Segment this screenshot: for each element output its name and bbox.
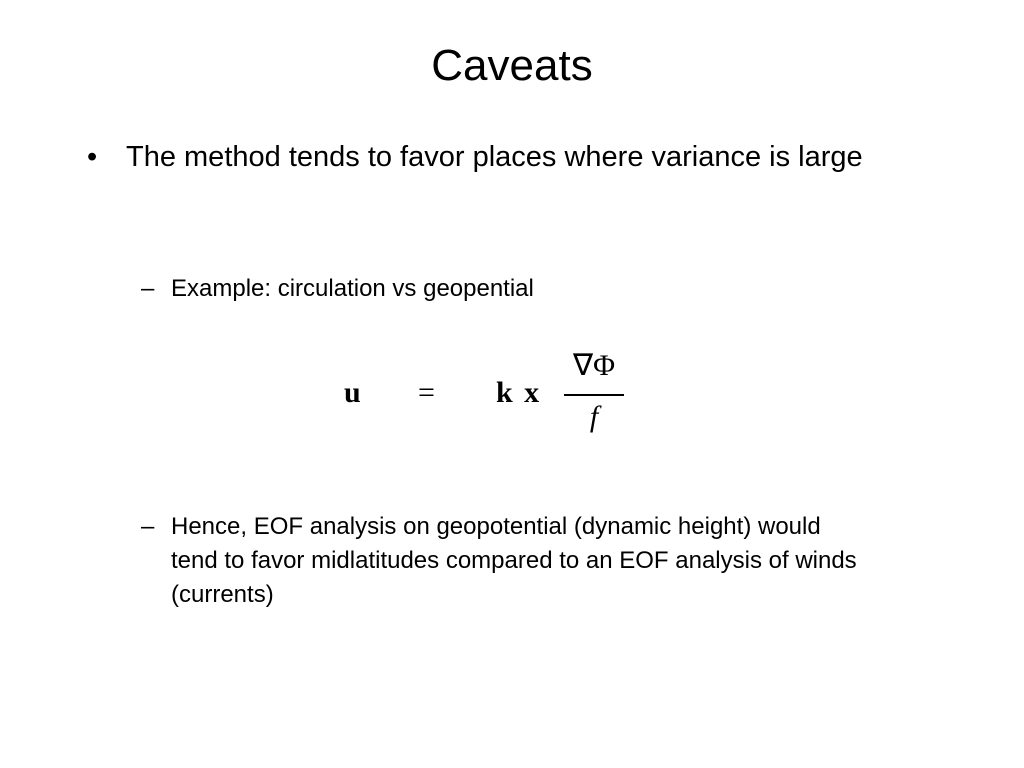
fraction-numerator: ∇Φ (573, 349, 615, 382)
equation (330, 346, 650, 446)
slide-title: Caveats (431, 41, 593, 90)
equation-lhs: u (344, 376, 361, 409)
sub-bullet-marker: – (141, 275, 155, 302)
equation-equals-sign: = (418, 376, 435, 409)
fraction-bar (564, 394, 624, 396)
equation-rhs: k x (496, 376, 542, 409)
sub-bullet-text: Example: circulation vs geopential (171, 275, 534, 302)
sub-bullet-marker: – (141, 513, 155, 540)
fraction-denominator: f (589, 400, 599, 433)
sub-bullet-text: Hence, EOF analysis on geopotential (dynamic height) would tend to favor midlatitudes compared to an EOF analysis of winds (currents) (171, 513, 857, 608)
equation-fraction (564, 346, 624, 446)
bullet-marker: • (87, 141, 98, 173)
bullet-text: The method tends to favor places where variance is large (126, 141, 863, 173)
